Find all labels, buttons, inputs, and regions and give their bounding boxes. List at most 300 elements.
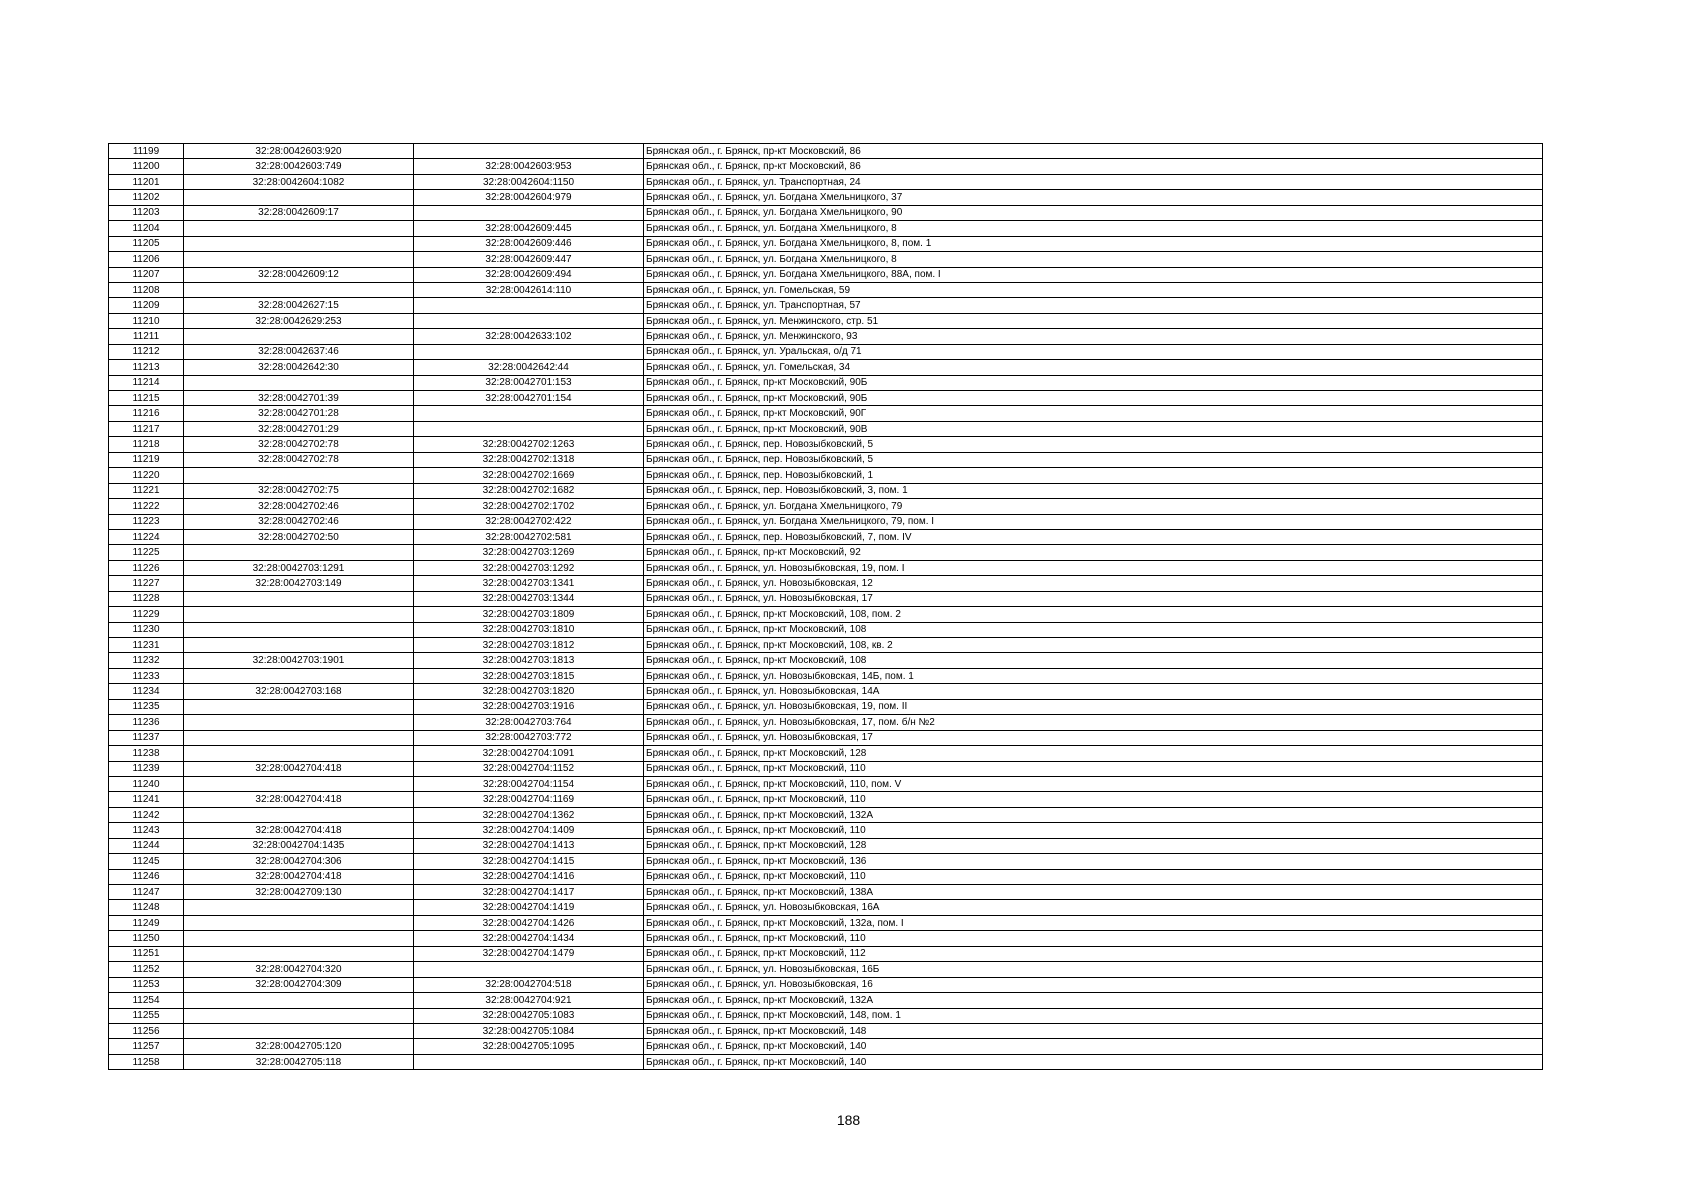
table-row <box>109 576 1543 591</box>
table-row <box>109 514 1543 529</box>
table-row <box>109 776 1543 791</box>
related-cadastral-number-cell: 32:28:0042703:1916 <box>414 699 644 714</box>
cadastral-number-cell: 32:28:0042704:306 <box>184 854 414 869</box>
address-cell: Брянская обл., г. Брянск, пр-кт Московский, 108, кв. 2 <box>644 638 1543 653</box>
address-cell: Брянская обл., г. Брянск, пр-кт Московский, 136 <box>644 854 1543 869</box>
cadastral-number-cell: 32:28:0042703:1901 <box>184 653 414 668</box>
row-number-cell: 11249 <box>109 915 184 930</box>
address-cell: Брянская обл., г. Брянск, ул. Транспортная, 24 <box>644 174 1543 189</box>
cadastral-number-cell <box>184 236 414 251</box>
related-cadastral-number-cell <box>414 406 644 421</box>
table-row <box>109 607 1543 622</box>
related-cadastral-number-cell <box>414 313 644 328</box>
related-cadastral-number-cell: 32:28:0042704:1362 <box>414 807 644 822</box>
address-cell: Брянская обл., г. Брянск, пр-кт Московский, 148, пом. 1 <box>644 1008 1543 1023</box>
row-number-cell: 11232 <box>109 653 184 668</box>
related-cadastral-number-cell <box>414 1054 644 1069</box>
related-cadastral-number-cell: 32:28:0042704:1409 <box>414 823 644 838</box>
row-number-cell: 11224 <box>109 529 184 544</box>
cadastral-number-cell: 32:28:0042603:920 <box>184 144 414 159</box>
row-number-cell: 11221 <box>109 483 184 498</box>
cadastral-number-cell: 32:28:0042702:75 <box>184 483 414 498</box>
address-cell: Брянская обл., г. Брянск, ул. Гомельская, 34 <box>644 360 1543 375</box>
table-row <box>109 144 1543 159</box>
cadastral-number-cell <box>184 375 414 390</box>
cadastral-number-cell <box>184 931 414 946</box>
row-number-cell: 11218 <box>109 437 184 452</box>
cadastral-number-cell <box>184 468 414 483</box>
cadastral-number-cell: 32:28:0042629:253 <box>184 313 414 328</box>
related-cadastral-number-cell: 32:28:0042614:110 <box>414 282 644 297</box>
table-row <box>109 298 1543 313</box>
related-cadastral-number-cell: 32:28:0042703:1820 <box>414 684 644 699</box>
cadastral-number-cell: 32:28:0042702:46 <box>184 499 414 514</box>
address-cell: Брянская обл., г. Брянск, ул. Менжинского, стр. 51 <box>644 313 1543 328</box>
table-row <box>109 190 1543 205</box>
table-row <box>109 977 1543 992</box>
address-cell: Брянская обл., г. Брянск, пер. Новозыбковский, 7, пом. IV <box>644 529 1543 544</box>
address-cell: Брянская обл., г. Брянск, ул. Новозыбковская, 19, пом. II <box>644 699 1543 714</box>
row-number-cell: 11253 <box>109 977 184 992</box>
related-cadastral-number-cell: 32:28:0042701:153 <box>414 375 644 390</box>
row-number-cell: 11215 <box>109 391 184 406</box>
records-table <box>108 143 1543 1070</box>
table-row <box>109 1039 1543 1054</box>
related-cadastral-number-cell: 32:28:0042642:44 <box>414 360 644 375</box>
cadastral-number-cell <box>184 715 414 730</box>
table-row <box>109 499 1543 514</box>
table-row <box>109 529 1543 544</box>
related-cadastral-number-cell: 32:28:0042704:1416 <box>414 869 644 884</box>
address-cell: Брянская обл., г. Брянск, ул. Новозыбковская, 14Б, пом. 1 <box>644 668 1543 683</box>
address-cell: Брянская обл., г. Брянск, ул. Богдана Хмельницкого, 8, пом. 1 <box>644 236 1543 251</box>
address-cell: Брянская обл., г. Брянск, ул. Новозыбковская, 16А <box>644 900 1543 915</box>
cadastral-number-cell: 32:28:0042704:418 <box>184 792 414 807</box>
cadastral-number-cell: 32:28:0042702:78 <box>184 452 414 467</box>
table-row <box>109 1054 1543 1069</box>
related-cadastral-number-cell: 32:28:0042702:1318 <box>414 452 644 467</box>
address-cell: Брянская обл., г. Брянск, ул. Богдана Хмельницкого, 88А, пом. I <box>644 267 1543 282</box>
row-number-cell: 11243 <box>109 823 184 838</box>
table-row <box>109 452 1543 467</box>
table-row <box>109 174 1543 189</box>
table-body <box>109 144 1543 1070</box>
address-cell: Брянская обл., г. Брянск, ул. Богдана Хмельницкого, 8 <box>644 221 1543 236</box>
address-cell: Брянская обл., г. Брянск, пр-кт Московский, 90Б <box>644 375 1543 390</box>
related-cadastral-number-cell: 32:28:0042704:1479 <box>414 946 644 961</box>
related-cadastral-number-cell: 32:28:0042705:1083 <box>414 1008 644 1023</box>
related-cadastral-number-cell: 32:28:0042703:1341 <box>414 576 644 591</box>
row-number-cell: 11238 <box>109 746 184 761</box>
table-row <box>109 885 1543 900</box>
address-cell: Брянская обл., г. Брянск, пр-кт Московский, 110 <box>644 761 1543 776</box>
related-cadastral-number-cell <box>414 344 644 359</box>
table-row <box>109 591 1543 606</box>
address-cell: Брянская обл., г. Брянск, пр-кт Московский, 86 <box>644 144 1543 159</box>
table-row <box>109 1023 1543 1038</box>
table-row <box>109 391 1543 406</box>
cadastral-number-cell: 32:28:0042704:418 <box>184 761 414 776</box>
table-row <box>109 653 1543 668</box>
address-cell: Брянская обл., г. Брянск, пр-кт Московский, 86 <box>644 159 1543 174</box>
related-cadastral-number-cell: 32:28:0042703:772 <box>414 730 644 745</box>
related-cadastral-number-cell <box>414 421 644 436</box>
address-cell: Брянская обл., г. Брянск, ул. Новозыбковская, 17 <box>644 730 1543 745</box>
related-cadastral-number-cell: 32:28:0042702:422 <box>414 514 644 529</box>
cadastral-number-cell: 32:28:0042703:149 <box>184 576 414 591</box>
cadastral-number-cell: 32:28:0042704:418 <box>184 823 414 838</box>
table-row <box>109 730 1543 745</box>
related-cadastral-number-cell: 32:28:0042703:1813 <box>414 653 644 668</box>
cadastral-number-cell <box>184 329 414 344</box>
related-cadastral-number-cell: 32:28:0042609:445 <box>414 221 644 236</box>
row-number-cell: 11250 <box>109 931 184 946</box>
row-number-cell: 11236 <box>109 715 184 730</box>
row-number-cell: 11226 <box>109 560 184 575</box>
address-cell: Брянская обл., г. Брянск, пр-кт Московский, 110 <box>644 869 1543 884</box>
table-row <box>109 699 1543 714</box>
address-cell: Брянская обл., г. Брянск, пр-кт Московский, 108 <box>644 653 1543 668</box>
cadastral-number-cell: 32:28:0042704:1435 <box>184 838 414 853</box>
cadastral-number-cell <box>184 915 414 930</box>
table-row <box>109 545 1543 560</box>
row-number-cell: 11230 <box>109 622 184 637</box>
related-cadastral-number-cell: 32:28:0042703:1809 <box>414 607 644 622</box>
row-number-cell: 11205 <box>109 236 184 251</box>
cadastral-number-cell: 32:28:0042702:78 <box>184 437 414 452</box>
cadastral-number-cell: 32:28:0042704:309 <box>184 977 414 992</box>
cadastral-number-cell: 32:28:0042705:120 <box>184 1039 414 1054</box>
table-row <box>109 668 1543 683</box>
table-row <box>109 267 1543 282</box>
related-cadastral-number-cell: 32:28:0042704:1417 <box>414 885 644 900</box>
row-number-cell: 11256 <box>109 1023 184 1038</box>
cadastral-number-cell: 32:28:0042703:1291 <box>184 560 414 575</box>
table-row <box>109 252 1543 267</box>
row-number-cell: 11246 <box>109 869 184 884</box>
row-number-cell: 11228 <box>109 591 184 606</box>
table-row <box>109 375 1543 390</box>
table-row <box>109 807 1543 822</box>
row-number-cell: 11227 <box>109 576 184 591</box>
address-cell: Брянская обл., г. Брянск, ул. Богдана Хмельницкого, 37 <box>644 190 1543 205</box>
table-row <box>109 931 1543 946</box>
table-row <box>109 560 1543 575</box>
cadastral-number-cell <box>184 622 414 637</box>
related-cadastral-number-cell: 32:28:0042704:1434 <box>414 931 644 946</box>
related-cadastral-number-cell: 32:28:0042704:1426 <box>414 915 644 930</box>
row-number-cell: 11200 <box>109 159 184 174</box>
row-number-cell: 11244 <box>109 838 184 853</box>
row-number-cell: 11247 <box>109 885 184 900</box>
row-number-cell: 11223 <box>109 514 184 529</box>
address-cell: Брянская обл., г. Брянск, пр-кт Московский, 128 <box>644 838 1543 853</box>
address-cell: Брянская обл., г. Брянск, пр-кт Московский, 148 <box>644 1023 1543 1038</box>
table-row <box>109 329 1543 344</box>
cadastral-number-cell <box>184 190 414 205</box>
address-cell: Брянская обл., г. Брянск, ул. Новозыбковская, 14А <box>644 684 1543 699</box>
address-cell: Брянская обл., г. Брянск, ул. Богдана Хмельницкого, 8 <box>644 252 1543 267</box>
cadastral-number-cell <box>184 607 414 622</box>
address-cell: Брянская обл., г. Брянск, пр-кт Московский, 90Б <box>644 391 1543 406</box>
related-cadastral-number-cell: 32:28:0042704:1152 <box>414 761 644 776</box>
address-cell: Брянская обл., г. Брянск, пр-кт Московский, 90Г <box>644 406 1543 421</box>
cadastral-number-cell <box>184 221 414 236</box>
row-number-cell: 11251 <box>109 946 184 961</box>
row-number-cell: 11222 <box>109 499 184 514</box>
table-row <box>109 1008 1543 1023</box>
row-number-cell: 11209 <box>109 298 184 313</box>
cadastral-number-cell <box>184 730 414 745</box>
cadastral-number-cell <box>184 776 414 791</box>
related-cadastral-number-cell: 32:28:0042702:1263 <box>414 437 644 452</box>
cadastral-number-cell: 32:28:0042702:50 <box>184 529 414 544</box>
row-number-cell: 11208 <box>109 282 184 297</box>
cadastral-number-cell <box>184 545 414 560</box>
row-number-cell: 11225 <box>109 545 184 560</box>
row-number-cell: 11237 <box>109 730 184 745</box>
row-number-cell: 11210 <box>109 313 184 328</box>
row-number-cell: 11202 <box>109 190 184 205</box>
address-cell: Брянская обл., г. Брянск, ул. Транспортная, 57 <box>644 298 1543 313</box>
related-cadastral-number-cell: 32:28:0042705:1084 <box>414 1023 644 1038</box>
row-number-cell: 11257 <box>109 1039 184 1054</box>
row-number-cell: 11234 <box>109 684 184 699</box>
row-number-cell: 11216 <box>109 406 184 421</box>
related-cadastral-number-cell <box>414 962 644 977</box>
page-number: 188 <box>836 1112 861 1128</box>
address-cell: Брянская обл., г. Брянск, ул. Новозыбковская, 17, пом. б/н №2 <box>644 715 1543 730</box>
table-row <box>109 159 1543 174</box>
address-cell: Брянская обл., г. Брянск, пер. Новозыбковский, 5 <box>644 437 1543 452</box>
cadastral-number-cell: 32:28:0042703:168 <box>184 684 414 699</box>
cadastral-number-cell <box>184 746 414 761</box>
address-cell: Брянская обл., г. Брянск, ул. Менжинского, 93 <box>644 329 1543 344</box>
table-row <box>109 900 1543 915</box>
cadastral-number-cell <box>184 699 414 714</box>
address-cell: Брянская обл., г. Брянск, пр-кт Московский, 108, пом. 2 <box>644 607 1543 622</box>
cadastral-number-cell: 32:28:0042637:46 <box>184 344 414 359</box>
row-number-cell: 11204 <box>109 221 184 236</box>
table-row <box>109 838 1543 853</box>
cadastral-number-cell: 32:28:0042701:39 <box>184 391 414 406</box>
table-row <box>109 746 1543 761</box>
cadastral-number-cell: 32:28:0042609:17 <box>184 205 414 220</box>
related-cadastral-number-cell: 32:28:0042633:102 <box>414 329 644 344</box>
table-row <box>109 684 1543 699</box>
related-cadastral-number-cell: 32:28:0042702:1682 <box>414 483 644 498</box>
table-row <box>109 946 1543 961</box>
address-cell: Брянская обл., г. Брянск, пр-кт Московский, 140 <box>644 1039 1543 1054</box>
row-number-cell: 11241 <box>109 792 184 807</box>
row-number-cell: 11242 <box>109 807 184 822</box>
cadastral-number-cell: 32:28:0042704:320 <box>184 962 414 977</box>
related-cadastral-number-cell: 32:28:0042702:581 <box>414 529 644 544</box>
table-row <box>109 622 1543 637</box>
related-cadastral-number-cell: 32:28:0042609:446 <box>414 236 644 251</box>
row-number-cell: 11248 <box>109 900 184 915</box>
table-row <box>109 205 1543 220</box>
address-cell: Брянская обл., г. Брянск, ул. Новозыбковская, 16 <box>644 977 1543 992</box>
table-row <box>109 638 1543 653</box>
address-cell: Брянская обл., г. Брянск, пр-кт Московский, 132А <box>644 993 1543 1008</box>
cadastral-number-cell <box>184 807 414 822</box>
cadastral-number-cell <box>184 591 414 606</box>
row-number-cell: 11207 <box>109 267 184 282</box>
related-cadastral-number-cell: 32:28:0042703:1815 <box>414 668 644 683</box>
cadastral-number-cell <box>184 993 414 1008</box>
table-row <box>109 344 1543 359</box>
row-number-cell: 11255 <box>109 1008 184 1023</box>
cadastral-number-cell: 32:28:0042701:29 <box>184 421 414 436</box>
related-cadastral-number-cell: 32:28:0042704:1419 <box>414 900 644 915</box>
related-cadastral-number-cell: 32:28:0042703:1810 <box>414 622 644 637</box>
related-cadastral-number-cell: 32:28:0042704:921 <box>414 993 644 1008</box>
row-number-cell: 11240 <box>109 776 184 791</box>
address-cell: Брянская обл., г. Брянск, пр-кт Московский, 132а, пом. I <box>644 915 1543 930</box>
related-cadastral-number-cell: 32:28:0042609:494 <box>414 267 644 282</box>
table-row <box>109 792 1543 807</box>
address-cell: Брянская обл., г. Брянск, пр-кт Московский, 110 <box>644 792 1543 807</box>
address-cell: Брянская обл., г. Брянск, ул. Новозыбковская, 17 <box>644 591 1543 606</box>
table-row <box>109 715 1543 730</box>
related-cadastral-number-cell: 32:28:0042704:1415 <box>414 854 644 869</box>
address-cell: Брянская обл., г. Брянск, ул. Богдана Хмельницкого, 79 <box>644 499 1543 514</box>
related-cadastral-number-cell: 32:28:0042704:1413 <box>414 838 644 853</box>
table-row <box>109 437 1543 452</box>
related-cadastral-number-cell: 32:28:0042703:764 <box>414 715 644 730</box>
address-cell: Брянская обл., г. Брянск, ул. Новозыбковская, 19, пом. I <box>644 560 1543 575</box>
cadastral-number-cell: 32:28:0042642:30 <box>184 360 414 375</box>
address-cell: Брянская обл., г. Брянск, ул. Новозыбковская, 16Б <box>644 962 1543 977</box>
table-row <box>109 962 1543 977</box>
address-cell: Брянская обл., г. Брянск, пр-кт Московский, 112 <box>644 946 1543 961</box>
table-row <box>109 313 1543 328</box>
cadastral-number-cell: 32:28:0042705:118 <box>184 1054 414 1069</box>
cadastral-number-cell <box>184 900 414 915</box>
cadastral-number-cell <box>184 1008 414 1023</box>
related-cadastral-number-cell: 32:28:0042609:447 <box>414 252 644 267</box>
table-row <box>109 483 1543 498</box>
related-cadastral-number-cell: 32:28:0042603:953 <box>414 159 644 174</box>
table-row <box>109 993 1543 1008</box>
cadastral-number-cell: 32:28:0042604:1082 <box>184 174 414 189</box>
cadastral-number-cell: 32:28:0042609:12 <box>184 267 414 282</box>
related-cadastral-number-cell: 32:28:0042704:1154 <box>414 776 644 791</box>
related-cadastral-number-cell: 32:28:0042704:518 <box>414 977 644 992</box>
related-cadastral-number-cell: 32:28:0042704:1169 <box>414 792 644 807</box>
related-cadastral-number-cell <box>414 298 644 313</box>
address-cell: Брянская обл., г. Брянск, ул. Богдана Хмельницкого, 90 <box>644 205 1543 220</box>
cadastral-number-cell <box>184 252 414 267</box>
table-row <box>109 421 1543 436</box>
row-number-cell: 11252 <box>109 962 184 977</box>
table-row <box>109 221 1543 236</box>
row-number-cell: 11235 <box>109 699 184 714</box>
row-number-cell: 11199 <box>109 144 184 159</box>
cadastral-number-cell <box>184 1023 414 1038</box>
cadastral-number-cell: 32:28:0042603:749 <box>184 159 414 174</box>
row-number-cell: 11212 <box>109 344 184 359</box>
table-row <box>109 869 1543 884</box>
cadastral-number-cell <box>184 946 414 961</box>
related-cadastral-number-cell: 32:28:0042702:1669 <box>414 468 644 483</box>
related-cadastral-number-cell: 32:28:0042703:1292 <box>414 560 644 575</box>
row-number-cell: 11233 <box>109 668 184 683</box>
row-number-cell: 11219 <box>109 452 184 467</box>
table-row <box>109 761 1543 776</box>
address-cell: Брянская обл., г. Брянск, ул. Богдана Хмельницкого, 79, пом. I <box>644 514 1543 529</box>
table-row <box>109 915 1543 930</box>
address-cell: Брянская обл., г. Брянск, пр-кт Московский, 110 <box>644 823 1543 838</box>
table-row <box>109 236 1543 251</box>
related-cadastral-number-cell: 32:28:0042703:1344 <box>414 591 644 606</box>
related-cadastral-number-cell: 32:28:0042604:1150 <box>414 174 644 189</box>
address-cell: Брянская обл., г. Брянск, пер. Новозыбковский, 5 <box>644 452 1543 467</box>
table-row <box>109 406 1543 421</box>
row-number-cell: 11217 <box>109 421 184 436</box>
table-row <box>109 468 1543 483</box>
cadastral-number-cell <box>184 282 414 297</box>
row-number-cell: 11239 <box>109 761 184 776</box>
address-cell: Брянская обл., г. Брянск, пр-кт Московский, 138А <box>644 885 1543 900</box>
address-cell: Брянская обл., г. Брянск, ул. Новозыбковская, 12 <box>644 576 1543 591</box>
address-cell: Брянская обл., г. Брянск, пр-кт Московский, 92 <box>644 545 1543 560</box>
address-cell: Брянская обл., г. Брянск, пр-кт Московский, 110 <box>644 931 1543 946</box>
row-number-cell: 11214 <box>109 375 184 390</box>
row-number-cell: 11229 <box>109 607 184 622</box>
related-cadastral-number-cell: 32:28:0042604:979 <box>414 190 644 205</box>
cadastral-number-cell: 32:28:0042702:46 <box>184 514 414 529</box>
cadastral-number-cell <box>184 638 414 653</box>
row-number-cell: 11254 <box>109 993 184 1008</box>
row-number-cell: 11211 <box>109 329 184 344</box>
address-cell: Брянская обл., г. Брянск, пер. Новозыбковский, 3, пом. 1 <box>644 483 1543 498</box>
address-cell: Брянская обл., г. Брянск, ул. Гомельская, 59 <box>644 282 1543 297</box>
cadastral-number-cell: 32:28:0042701:28 <box>184 406 414 421</box>
row-number-cell: 11258 <box>109 1054 184 1069</box>
address-cell: Брянская обл., г. Брянск, пр-кт Московский, 128 <box>644 746 1543 761</box>
related-cadastral-number-cell <box>414 205 644 220</box>
address-cell: Брянская обл., г. Брянск, пр-кт Московский, 110, пом. V <box>644 776 1543 791</box>
table-row <box>109 823 1543 838</box>
address-cell: Брянская обл., г. Брянск, пр-кт Московский, 140 <box>644 1054 1543 1069</box>
table-row <box>109 282 1543 297</box>
address-cell: Брянская обл., г. Брянск, пер. Новозыбковский, 1 <box>644 468 1543 483</box>
related-cadastral-number-cell: 32:28:0042705:1095 <box>414 1039 644 1054</box>
table-row <box>109 360 1543 375</box>
row-number-cell: 11220 <box>109 468 184 483</box>
related-cadastral-number-cell: 32:28:0042703:1812 <box>414 638 644 653</box>
cadastral-number-cell <box>184 668 414 683</box>
related-cadastral-number-cell: 32:28:0042702:1702 <box>414 499 644 514</box>
related-cadastral-number-cell: 32:28:0042704:1091 <box>414 746 644 761</box>
table-row <box>109 854 1543 869</box>
related-cadastral-number-cell: 32:28:0042701:154 <box>414 391 644 406</box>
row-number-cell: 11206 <box>109 252 184 267</box>
row-number-cell: 11203 <box>109 205 184 220</box>
cadastral-number-cell: 32:28:0042704:418 <box>184 869 414 884</box>
address-cell: Брянская обл., г. Брянск, пр-кт Московский, 90В <box>644 421 1543 436</box>
row-number-cell: 11213 <box>109 360 184 375</box>
address-cell: Брянская обл., г. Брянск, пр-кт Московский, 108 <box>644 622 1543 637</box>
row-number-cell: 11201 <box>109 174 184 189</box>
address-cell: Брянская обл., г. Брянск, пр-кт Московский, 132А <box>644 807 1543 822</box>
row-number-cell: 11231 <box>109 638 184 653</box>
cadastral-number-cell: 32:28:0042709:130 <box>184 885 414 900</box>
row-number-cell: 11245 <box>109 854 184 869</box>
related-cadastral-number-cell: 32:28:0042703:1269 <box>414 545 644 560</box>
